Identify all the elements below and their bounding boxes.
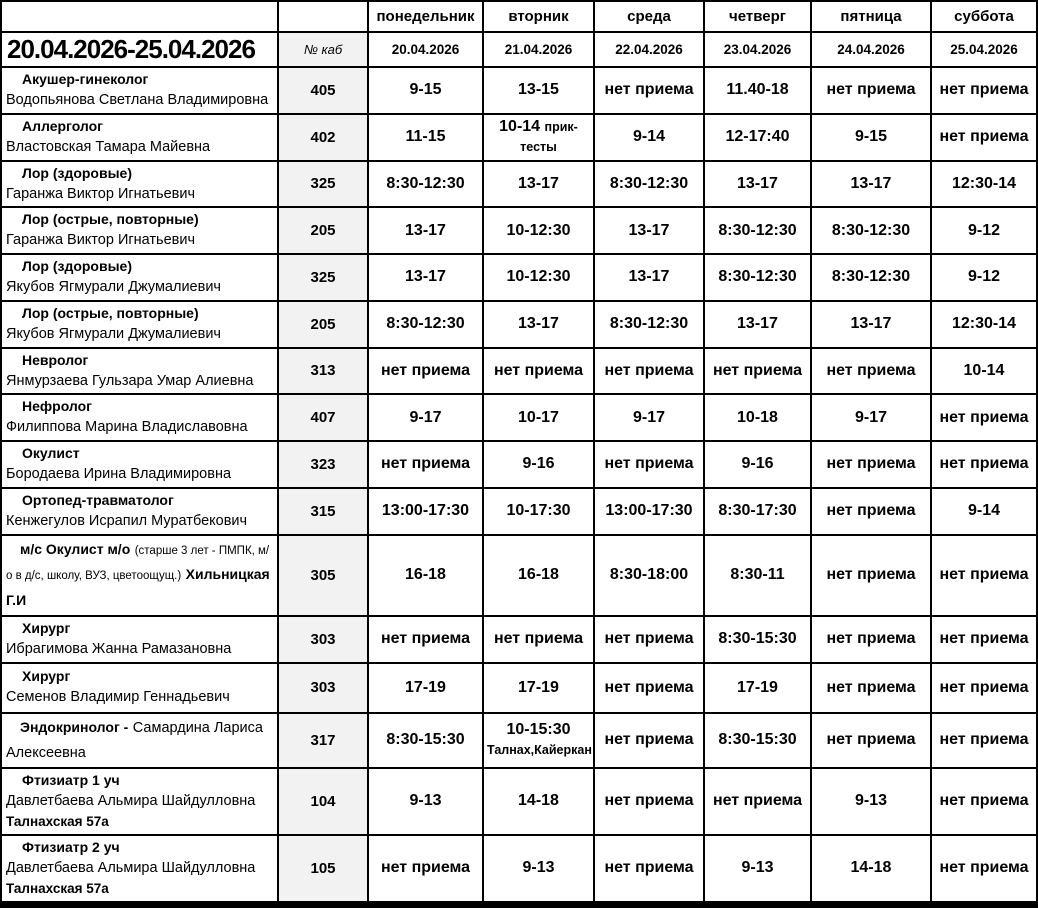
- time-value: 10-18: [737, 408, 778, 426]
- time-value: нет приема: [604, 361, 694, 379]
- schedule-cell: [594, 488, 704, 535]
- time-value: нет приема: [604, 630, 694, 648]
- specialty-label: Невролог: [22, 351, 89, 368]
- room-number-cell: 407: [278, 394, 368, 441]
- schedule-cell: [368, 114, 483, 161]
- doctor-cell: [1, 114, 278, 161]
- address-label: Талнахская 57а: [6, 881, 109, 897]
- time-value: 8:30-12:30: [718, 268, 797, 286]
- schedule-cell: [704, 663, 811, 713]
- time-value: нет приема: [604, 731, 694, 749]
- specialty-note: (старше 3 лет - ПМПК, м/о в д/с, школу, ВУЗ, цветоощущ.): [6, 544, 270, 583]
- day-header-saturday: суббота: [931, 1, 1037, 32]
- schedule-cell: [704, 161, 811, 208]
- time-value: нет приема: [939, 81, 1029, 99]
- schedule-cell: [594, 835, 704, 905]
- schedule-cell: [811, 161, 931, 208]
- schedule-cell: [811, 535, 931, 616]
- doctor-name: Семенов Владимир Геннадьевич: [6, 689, 230, 706]
- time-value: 14-18: [518, 792, 559, 810]
- schedule-cell: [811, 67, 931, 114]
- schedule-cell: [594, 768, 704, 835]
- schedule-cell: [594, 301, 704, 348]
- schedule-cell: [368, 301, 483, 348]
- time-value: 9-12: [967, 268, 1001, 286]
- doctor-name: Гаранжа Виктор Игнатьевич: [6, 232, 196, 249]
- schedule-cell: [368, 768, 483, 835]
- time-value: 9-16: [522, 455, 555, 473]
- table-row: [1, 835, 1037, 905]
- schedule-body: [1, 67, 1037, 904]
- time-value: нет приема: [939, 731, 1029, 749]
- schedule-cell: [368, 488, 483, 535]
- schedule-cell: [811, 254, 931, 301]
- table-row: [1, 114, 1037, 161]
- time-value: 8:30-15:30: [386, 731, 465, 749]
- time-value: 12-17:40: [725, 128, 790, 146]
- time-value: 9-17: [409, 408, 442, 426]
- schedule-cell: [704, 488, 811, 535]
- schedule-cell: [483, 535, 594, 616]
- schedule-cell: [368, 663, 483, 713]
- doctor-cell: [1, 394, 278, 441]
- specialty-doctor-tail: Хильницкая Г.И: [6, 566, 270, 608]
- time-value: нет приема: [939, 128, 1029, 146]
- schedule-cell: [368, 441, 483, 488]
- schedule-cell: [483, 835, 594, 905]
- schedule-cell: [811, 441, 931, 488]
- time-value: 13-17: [518, 174, 559, 192]
- room-column-header: № каб: [278, 32, 368, 67]
- schedule-cell: [368, 254, 483, 301]
- table-row: [1, 441, 1037, 488]
- time-value: 17-19: [405, 678, 446, 696]
- specialty-label: Лор (здоровые): [22, 164, 132, 181]
- day-name-row: [1, 1, 1037, 32]
- schedule-cell: [594, 441, 704, 488]
- specialty-label: м/с Окулист м/о: [20, 540, 131, 557]
- room-number-cell: 323: [278, 441, 368, 488]
- time-value: 9-13: [522, 859, 555, 877]
- time-value: 10-17: [518, 408, 559, 426]
- schedule-cell: [483, 301, 594, 348]
- table-row: [1, 488, 1037, 535]
- schedule-cell: [811, 394, 931, 441]
- schedule-cell: [594, 663, 704, 713]
- doctor-cell: [1, 348, 278, 395]
- specialty-label: Хирург: [22, 668, 71, 685]
- address-label: Талнахская 57а: [6, 814, 109, 830]
- time-value: 10-14: [963, 361, 1005, 379]
- time-value: нет приема: [712, 361, 803, 379]
- schedule-cell: [931, 835, 1037, 905]
- schedule-cell: [594, 67, 704, 114]
- time-value: 12:30-14: [951, 174, 1017, 192]
- doctor-name: Кенжегулов Исрапил Муратбекович: [6, 512, 248, 529]
- schedule-cell: [931, 207, 1037, 254]
- schedule-cell: [704, 254, 811, 301]
- schedule-cell: [931, 535, 1037, 616]
- schedule-cell: [704, 348, 811, 395]
- specialty-label: Фтизиатр 2 уч: [22, 838, 120, 855]
- table-row: [1, 254, 1037, 301]
- room-number-cell: 305: [278, 535, 368, 616]
- schedule-cell: [704, 535, 811, 616]
- schedule-cell: [594, 348, 704, 395]
- doctor-name: Гаранжа Виктор Игнатьевич: [6, 185, 196, 202]
- table-row: [1, 535, 1037, 616]
- time-value: 9-16: [741, 455, 774, 473]
- table-row: [1, 663, 1037, 713]
- time-value: нет приема: [380, 455, 471, 473]
- schedule-cell: [483, 713, 594, 768]
- room-number-cell: 315: [278, 488, 368, 535]
- time-value: нет приема: [826, 502, 916, 520]
- time-value: 13-17: [405, 221, 446, 239]
- time-value: 17-19: [737, 678, 778, 696]
- schedule-cell: [594, 114, 704, 161]
- time-value: нет приема: [380, 630, 471, 648]
- time-value: 10-14: [499, 118, 541, 136]
- specialty-label: Акушер-гинеколог: [22, 71, 149, 87]
- time-value: нет приема: [826, 455, 916, 473]
- schedule-cell: [483, 348, 594, 395]
- schedule-cell: [594, 161, 704, 208]
- schedule-cell: [483, 207, 594, 254]
- time-value: нет приема: [826, 731, 916, 749]
- schedule-cell: [811, 663, 931, 713]
- doctor-name: Самардина Лариса Алексеевна: [6, 719, 263, 762]
- time-value: нет приема: [939, 566, 1029, 584]
- schedule-cell: [931, 616, 1037, 663]
- time-value: 8:30-15:30: [718, 731, 797, 749]
- time-value: 8:30-12:30: [831, 221, 911, 239]
- schedule-cell: [704, 713, 811, 768]
- time-value: 8:30-12:30: [609, 315, 689, 333]
- schedule-cell: [931, 394, 1037, 441]
- doctor-cell: [1, 441, 278, 488]
- time-value: нет приема: [939, 630, 1029, 648]
- doctor-cell: [1, 161, 278, 208]
- schedule-cell: [931, 768, 1037, 835]
- doctor-cell: [1, 254, 278, 301]
- schedule-cell: [704, 835, 811, 905]
- schedule-cell: [811, 301, 931, 348]
- time-value: нет приема: [826, 81, 916, 99]
- schedule-cell: [483, 161, 594, 208]
- table-row: [1, 394, 1037, 441]
- schedule-cell: [811, 488, 931, 535]
- time-value: 13-17: [850, 174, 892, 192]
- time-value: 16-18: [405, 566, 446, 584]
- time-value: 11-15: [405, 128, 446, 146]
- time-value: нет приема: [939, 859, 1029, 877]
- schedule-cell: [704, 114, 811, 161]
- specialty-label: Эндокринолог -: [20, 718, 129, 735]
- schedule-cell: [483, 441, 594, 488]
- table-row: [1, 348, 1037, 395]
- time-value: 9-13: [854, 792, 888, 810]
- doctor-name: Филиппова Марина Владиславовна: [6, 419, 248, 436]
- schedule-cell: [594, 535, 704, 616]
- schedule-cell: [483, 394, 594, 441]
- schedule-cell: [931, 713, 1037, 768]
- schedule-cell: [483, 114, 594, 161]
- doctor-cell: [1, 713, 278, 768]
- time-value: 13-17: [628, 268, 670, 286]
- time-value: нет приема: [604, 859, 694, 877]
- schedule-cell: [368, 394, 483, 441]
- schedule-cell: [704, 616, 811, 663]
- doctor-cell: [1, 616, 278, 663]
- schedule-cell: [368, 835, 483, 905]
- time-value: нет приема: [939, 792, 1029, 810]
- schedule-cell: [931, 301, 1037, 348]
- time-value: нет приема: [826, 630, 916, 648]
- table-row: [1, 161, 1037, 208]
- date-header: 25.04.2026: [931, 32, 1037, 67]
- schedule-cell: [483, 67, 594, 114]
- room-number-cell: 402: [278, 114, 368, 161]
- time-value: 13-17: [405, 268, 446, 286]
- time-value: 9-17: [632, 408, 666, 426]
- period-title: 20.04.2026-25.04.2026: [1, 32, 278, 67]
- time-value: нет приема: [380, 361, 471, 379]
- room-number-cell: 303: [278, 663, 368, 713]
- schedule-cell: [483, 663, 594, 713]
- room-number-cell: 317: [278, 713, 368, 768]
- time-value: нет приема: [939, 678, 1029, 696]
- schedule-cell: [368, 207, 483, 254]
- specialty-label: Лор (здоровые): [22, 258, 132, 274]
- doctor-cell: [1, 768, 278, 835]
- time-value: нет приема: [826, 361, 916, 379]
- date-header: 24.04.2026: [811, 32, 931, 67]
- time-value: 8:30-12:30: [386, 315, 465, 333]
- date-header: 22.04.2026: [594, 32, 704, 67]
- time-value: 9-15: [854, 128, 888, 146]
- doctor-cell: [1, 535, 278, 616]
- schedule-cell: [704, 768, 811, 835]
- time-note: прик-тесты: [520, 120, 578, 155]
- time-value: 10-12:30: [506, 268, 571, 286]
- time-value: 16-18: [518, 566, 559, 584]
- time-value: 9-14: [967, 502, 1001, 520]
- time-value: нет приема: [826, 678, 916, 696]
- schedule-cell: [704, 301, 811, 348]
- time-value: 8:30-15:30: [718, 630, 797, 648]
- schedule-cell: [704, 207, 811, 254]
- time-value: нет приема: [939, 408, 1029, 426]
- time-value: нет приема: [493, 630, 584, 648]
- room-number-cell: 313: [278, 348, 368, 395]
- specialty-label: Фтизиатр 1 уч: [22, 771, 120, 788]
- time-value: 9-14: [632, 128, 666, 146]
- doctor-name: Ибрагимова Жанна Рамазановна: [6, 640, 232, 657]
- doctor-cell: [1, 835, 278, 905]
- schedule-cell: [594, 713, 704, 768]
- time-value: 13-17: [737, 174, 778, 192]
- schedule-cell: [931, 488, 1037, 535]
- doctor-name: Водопьянова Светлана Владимировна: [6, 92, 269, 108]
- time-value: нет приема: [604, 455, 694, 473]
- schedule-cell: [368, 348, 483, 395]
- schedule-cell: [931, 348, 1037, 395]
- table-row: [1, 616, 1037, 663]
- schedule-cell: [811, 835, 931, 905]
- schedule-cell: [931, 67, 1037, 114]
- time-value: 14-18: [850, 859, 892, 877]
- schedule-cell: [368, 161, 483, 208]
- time-value: 10-12:30: [506, 221, 571, 239]
- doctor-name: Давлетбаева Альмира Шайдулловна: [6, 792, 256, 809]
- date-header: 21.04.2026: [483, 32, 594, 67]
- specialty-label: Ортопед-травматолог: [22, 491, 174, 508]
- schedule-cell: [483, 616, 594, 663]
- room-number-cell: 325: [278, 254, 368, 301]
- room-number-cell: 303: [278, 616, 368, 663]
- time-value: 9-13: [741, 859, 774, 877]
- doctor-cell: [1, 488, 278, 535]
- day-header-tuesday: вторник: [483, 1, 594, 32]
- schedule-cell: [931, 254, 1037, 301]
- day-header-friday: пятница: [811, 1, 931, 32]
- time-value: нет приема: [493, 361, 584, 379]
- schedule-cell: [811, 616, 931, 663]
- table-row: [1, 67, 1037, 114]
- time-value: 11.40-18: [726, 81, 789, 99]
- schedule-cell: [704, 394, 811, 441]
- time-value: 8:30-12:30: [386, 174, 465, 192]
- specialty-label: Лор (острые, повторные): [22, 211, 199, 228]
- schedule-cell: [811, 207, 931, 254]
- doctor-cell: [1, 207, 278, 254]
- table-row: [1, 301, 1037, 348]
- schedule-cell: [483, 254, 594, 301]
- time-value: 8:30-12:30: [718, 221, 797, 239]
- schedule-cell: [594, 616, 704, 663]
- time-value: нет приема: [380, 859, 471, 877]
- schedule-cell: [704, 67, 811, 114]
- date-row: [1, 32, 1037, 67]
- room-number-cell: 104: [278, 768, 368, 835]
- time-value: 13-17: [850, 315, 892, 333]
- schedule-cell: [931, 114, 1037, 161]
- schedule-cell: [483, 768, 594, 835]
- corner-cell: [1, 1, 278, 32]
- room-number-cell: 205: [278, 207, 368, 254]
- schedule-cell: [931, 161, 1037, 208]
- time-value: 13-17: [518, 315, 559, 333]
- schedule-cell: [811, 348, 931, 395]
- time-value: нет приема: [826, 566, 916, 584]
- time-value: 9-13: [409, 792, 442, 810]
- doctor-cell: [1, 67, 278, 114]
- time-value: 10-17:30: [506, 502, 571, 520]
- doctor-name: Давлетбаева Альмира Шайдулловна: [6, 859, 256, 876]
- time-value: нет приема: [604, 678, 694, 696]
- time-value: 12:30-14: [951, 315, 1017, 333]
- day-header-monday: понедельник: [368, 1, 483, 32]
- room-number-cell: 325: [278, 161, 368, 208]
- corner-cell-2: [278, 1, 368, 32]
- room-number-cell: 405: [278, 67, 368, 114]
- schedule-cell: [931, 441, 1037, 488]
- time-value: 9-17: [854, 408, 888, 426]
- time-value: нет приема: [939, 455, 1029, 473]
- specialty-label: Окулист: [22, 445, 80, 461]
- schedule-cell: [368, 713, 483, 768]
- doctor-cell: [1, 301, 278, 348]
- table-row: [1, 713, 1037, 768]
- day-header-thursday: четверг: [704, 1, 811, 32]
- time-value: нет приема: [604, 81, 694, 99]
- doctor-name: Якубов Ягмурали Джумалиевич: [6, 325, 221, 342]
- schedule-cell: [704, 441, 811, 488]
- date-header: 23.04.2026: [704, 32, 811, 67]
- time-value: 8:30-12:30: [831, 268, 911, 286]
- schedule-cell: [811, 713, 931, 768]
- doctor-name: Властовская Тамара Майевна: [6, 138, 211, 155]
- time-value: 13-17: [737, 315, 778, 333]
- time-value: 10-15:30: [506, 721, 571, 739]
- time-value: 8:30-17:30: [718, 502, 797, 520]
- specialty-label: Хирург: [22, 619, 71, 636]
- schedule-cell: [368, 67, 483, 114]
- day-header-wednesday: среда: [594, 1, 704, 32]
- specialty-label: Аллерголог: [22, 117, 103, 134]
- time-value: 9-12: [967, 221, 1001, 239]
- schedule-cell: [368, 616, 483, 663]
- time-value: 9-15: [409, 81, 442, 99]
- time-value: 17-19: [518, 678, 559, 696]
- schedule-cell: [594, 254, 704, 301]
- table-row: [1, 207, 1037, 254]
- schedule-cell: [931, 663, 1037, 713]
- time-value: 13-15: [518, 81, 559, 99]
- schedule-cell: [483, 488, 594, 535]
- time-note: Талнах,Кайеркан: [487, 743, 592, 758]
- doctor-name: Якубов Ягмурали Джумалиевич: [6, 279, 221, 295]
- time-value: 13-17: [628, 221, 670, 239]
- time-value: нет приема: [712, 792, 803, 810]
- specialty-label: Лор (острые, повторные): [22, 304, 199, 321]
- time-value: 8:30-12:30: [609, 174, 689, 192]
- time-value: 13:00-17:30: [381, 502, 470, 520]
- specialty-label: Нефролог: [22, 398, 92, 415]
- room-number-cell: 105: [278, 835, 368, 905]
- time-value: нет приема: [604, 792, 694, 810]
- table-row: [1, 768, 1037, 835]
- table-header: [1, 1, 1037, 67]
- schedule-cell: [594, 394, 704, 441]
- date-header: 20.04.2026: [368, 32, 483, 67]
- room-number-cell: 205: [278, 301, 368, 348]
- schedule-cell: [594, 207, 704, 254]
- schedule-cell: [368, 535, 483, 616]
- time-value: 13:00-17:30: [605, 502, 693, 520]
- time-value: 8:30-18:00: [609, 566, 689, 584]
- doctor-cell: [1, 663, 278, 713]
- schedule-cell: [811, 114, 931, 161]
- schedule-cell: [811, 768, 931, 835]
- time-value: 8:30-11: [730, 566, 785, 584]
- doctor-name: Бородаева Ирина Владимировна: [6, 466, 232, 482]
- doctor-name: Янмурзаева Гульзара Умар Алиевна: [6, 372, 254, 389]
